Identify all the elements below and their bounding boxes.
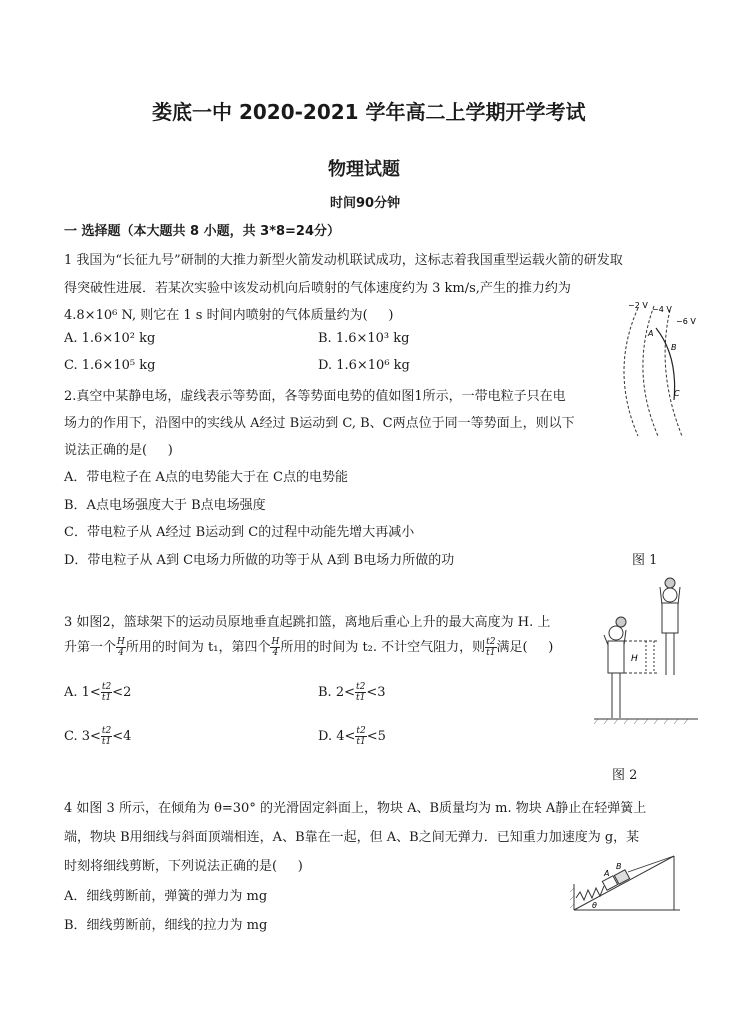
fraction-t2-over-t1 — [101, 682, 112, 703]
q4-option-a: A．细线剪断前，弹簧的弹力为 mg — [64, 889, 268, 904]
section-heading: 一 选择题（本大题共 8 小题，共 3*8=24分） — [64, 224, 341, 239]
fraction-t2-over-t1 — [485, 637, 496, 658]
q1-option-b: B. 1.6×10³ kg — [318, 331, 410, 346]
q1-line2: 得突破性进展．若某次实验中该发动机向后喷射的气体速度约为 3 km/s,产生的推力约为 — [64, 281, 571, 296]
figure-2-label: 图 2 — [612, 768, 638, 783]
q3-option-c-suffix: <4 — [112, 729, 132, 744]
fraction-t2-over-t1 — [355, 726, 366, 747]
q3-option-c-prefix: C. 3< — [64, 729, 101, 744]
frac-denominator: t1 — [356, 737, 366, 747]
q3-option-c — [64, 726, 131, 747]
frac-numerator: t2 — [486, 637, 496, 647]
q3-option-a — [64, 682, 131, 703]
frac-numerator: t2 — [356, 726, 366, 736]
frac-denominator: 4 — [272, 648, 279, 658]
point-a-label: A — [648, 329, 654, 338]
q1-line1: 1 我国为“长征九号”研制的大推力新型火箭发动机联试成功，这标志着我国重型运载火箭的研发取 — [64, 253, 623, 268]
frac-numerator: H — [117, 637, 125, 647]
q2-line1: 2.真空中某静电场，虚线表示等势面，各等势面电势的值如图1所示，一带电粒子只在电 — [64, 389, 566, 404]
fraction-h-over-4-a — [116, 637, 126, 658]
q3-option-a-prefix: A. 1< — [64, 685, 101, 700]
q3-line2 — [64, 636, 553, 658]
q1-option-d: D. 1.6×10⁶ kg — [318, 358, 410, 373]
q4-line1: 4 如图 3 所示，在倾角为 θ=30° 的光滑固定斜面上，物块 A、B质量均为 m. 物块 A静止在轻弹簧上 — [64, 801, 647, 816]
q1-line3: 4.8×10⁶ N, 则它在 1 s 时间内喷射的气体质量约为( ) — [64, 308, 394, 323]
q3-option-b-suffix: <3 — [366, 685, 386, 700]
q2-option-b: B．A点电场强度大于 B点电场强度 — [64, 498, 266, 513]
q3-line2-part-d: 满足( ) — [496, 640, 554, 655]
fraction-t2-over-t1 — [355, 682, 366, 703]
potential-label-2: −4 V — [652, 305, 672, 314]
page-subtitle: 物理试题 — [328, 159, 400, 180]
q3-option-a-suffix: <2 — [112, 685, 132, 700]
frac-numerator: H — [271, 637, 280, 647]
q3-option-d — [318, 726, 386, 747]
point-c-label: C — [674, 389, 680, 398]
frac-denominator: t1 — [486, 648, 496, 658]
potential-label-1: −2 V — [628, 301, 648, 310]
angle-theta-label: θ — [592, 901, 597, 910]
exam-title: 娄底一中 2020-2021 学年高二上学期开学考试 — [152, 100, 586, 124]
potential-label-3: −6 V — [676, 317, 696, 326]
block-a-label: A — [604, 869, 610, 878]
figure-3-incline — [570, 850, 682, 912]
q2-option-c: C．带电粒子从 A经过 B运动到 C的过程中动能先增大再减小 — [64, 525, 415, 540]
figure-1-equipotential — [616, 296, 706, 446]
q3-option-d-suffix: <5 — [366, 729, 386, 744]
frac-denominator: t1 — [101, 737, 112, 747]
q2-line2: 场力的作用下，沿图中的实线从 A经过 B运动到 C, B、C两点位于同一等势面上，则以下 — [64, 416, 575, 431]
q2-line3: 说法正确的是( ) — [64, 443, 173, 458]
frac-denominator: t1 — [355, 693, 366, 703]
figure-1-label: 图 1 — [632, 553, 658, 568]
q4-line3: 时刻将细线剪断，下列说法正确的是( ) — [64, 859, 303, 874]
q2-option-d: D．带电粒子从 A到 C电场力所做的功等于从 A到 B电场力所做的功 — [64, 553, 455, 568]
q3-line2-part-b: 所用的时间为 t₁，第四个 — [125, 640, 271, 655]
frac-numerator: t2 — [355, 682, 366, 692]
frac-numerator: t2 — [101, 726, 112, 736]
q2-option-a: A．带电粒子在 A点的电势能大于在 C点的电势能 — [64, 470, 348, 485]
q3-option-b-prefix: B. 2< — [318, 685, 355, 700]
q1-option-c: C. 1.6×10⁵ kg — [64, 358, 156, 373]
point-b-label: B — [671, 343, 677, 352]
q3-line2-part-a: 升第一个 — [64, 640, 117, 655]
frac-denominator: 4 — [118, 648, 124, 658]
fraction-t2-over-t1 — [101, 726, 112, 747]
figure-2-basketball — [592, 575, 702, 725]
frac-denominator: t1 — [101, 693, 112, 703]
q3-option-b — [318, 682, 386, 703]
q3-line1: 3 如图2，篮球架下的运动员原地垂直起跳扣篮，离地后重心上升的最大高度为 H. 上 — [64, 615, 551, 630]
q3-line2-part-c: 所用的时间为 t₂. 不计空气阻力，则 — [280, 640, 486, 655]
height-h-label: H — [631, 654, 638, 664]
q4-line2: 端，物块 B用细线与斜面顶端相连，A、B靠在一起，但 A、B之间无弹力．已知重力加速度为 g，某 — [64, 830, 640, 845]
q3-option-d-prefix: D. 4< — [318, 729, 356, 744]
block-b-label: B — [616, 862, 622, 871]
q1-option-a: A. 1.6×10² kg — [64, 331, 156, 346]
fraction-h-over-4-b — [270, 637, 280, 658]
time-limit: 时间90分钟 — [330, 196, 401, 211]
q4-option-b: B．细线剪断前，细线的拉力为 mg — [64, 918, 268, 933]
frac-numerator: t2 — [101, 682, 112, 692]
